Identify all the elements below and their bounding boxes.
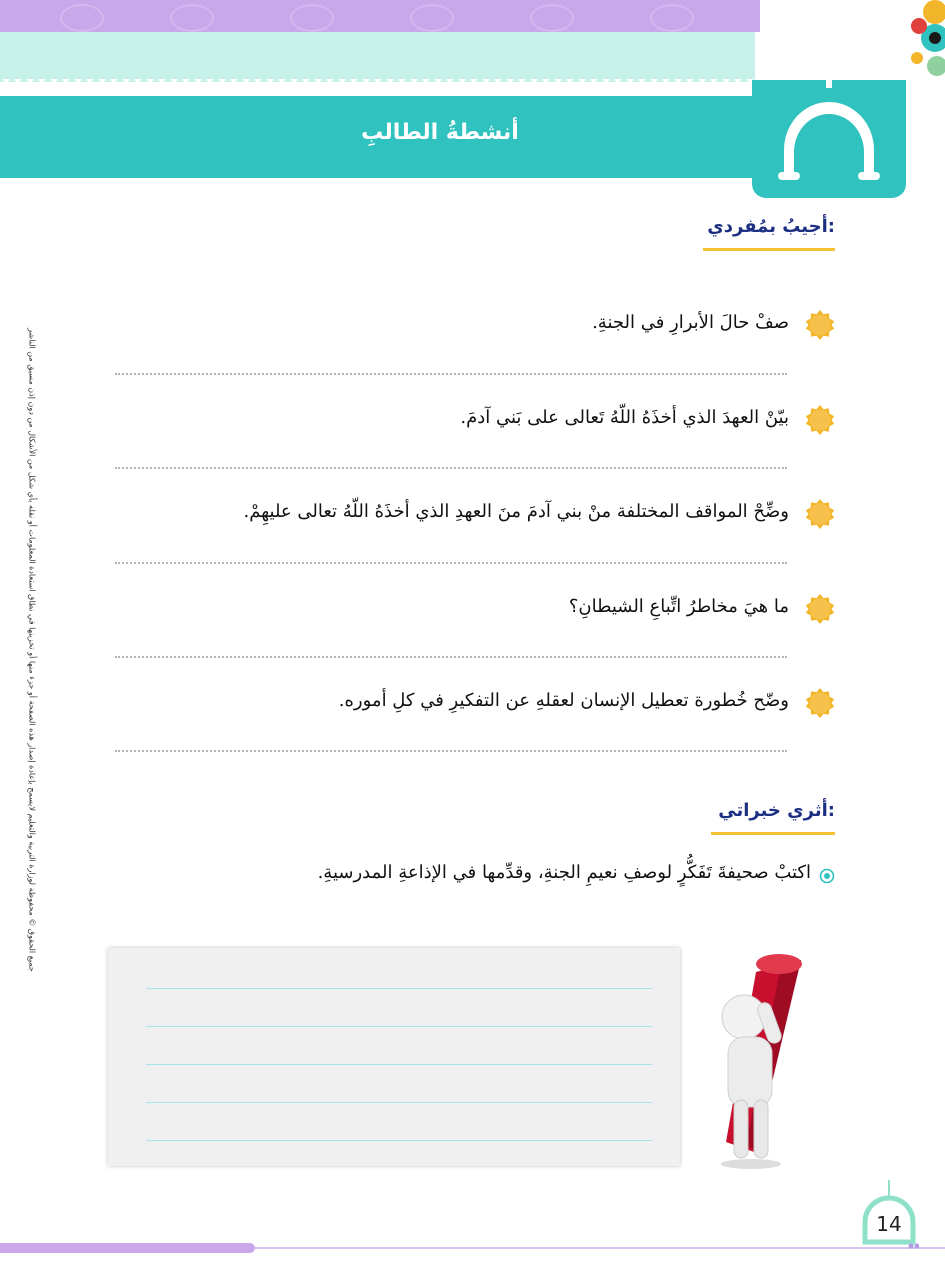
question-number: 4 [125,598,135,616]
question-number: 2 [125,409,135,427]
writing-line [146,1064,652,1065]
question-item-2 [115,403,835,443]
question-text: ما هيَ مخاطرُ اتِّباعِ الشيطانِ؟ [568,596,789,617]
heading-underline [703,248,835,251]
task-text: اكتبْ صحيفةَ تَفَكُّرٍ لوصفِ نعيمِ الجنةِ، وقدِّمها في الإذاعةِ المدرسيةِ. [317,862,811,883]
student-holding-pencil-illustration [696,942,816,1172]
writing-line [146,1102,652,1103]
writing-box[interactable] [108,948,680,1166]
writing-line [146,988,652,989]
question-text: وضّح خُطورة تعطيل الإنسان لعقلهِ عن التفكيرِ في كلِ أموره. [338,690,789,711]
lamp-arch-icon [752,80,906,198]
copyright-side-note: جميع الحقوق © محفوظة لوزارة التربية والتعليم لايسمح بإعادة إصدار هذه الصفحة أو جزء منها أو تخزينها في نطاق استعادة المعلومات أو نقله بأي شكل من الأشكال من دون إذن مسبق من الناشر [27,328,37,972]
lamp-arch-badge [752,80,906,198]
top-decorative-band [0,0,760,32]
question-number: 5 [125,692,135,710]
number-badge-icon [805,310,835,340]
answer-line[interactable] [115,373,787,375]
mint-decorative-band [0,32,755,82]
question-item-1 [115,308,835,348]
answer-line[interactable] [115,656,787,658]
page-number: 14 [876,1212,902,1236]
question-text: صفْ حالَ الأبرارِ في الجنةِ. [592,312,789,333]
answer-line[interactable] [115,467,787,469]
question-number: 1 [125,314,135,332]
number-badge-icon [805,499,835,529]
section-heading-individual: أجيبُ بمُفردي: [707,216,835,237]
question-text: بيّنْ العهدَ الذي أخذَهُ اللّهُ تَعالى على بَني آدمَ. [460,407,789,428]
answer-line[interactable] [115,562,787,564]
heading-underline [711,832,835,835]
footer-bar [0,1243,255,1253]
number-badge-icon [805,688,835,718]
writing-line [146,1140,652,1141]
question-item-3 [115,497,835,537]
question-number: 3 [125,503,135,521]
number-badge-icon [805,594,835,624]
number-badge-icon [805,405,835,435]
footer-line [255,1247,945,1249]
bullet-circle-icon [819,868,835,884]
question-item-4 [115,592,835,632]
answer-line[interactable] [115,750,787,752]
section-heading-enrich: أثري خبراتي: [718,800,835,821]
corner-ornament-icon [905,0,945,80]
writing-line [146,1026,652,1027]
question-text: وضِّحْ المواقف المختلفة منْ بني آدمَ منَ العهدِ الذي أخذَهُ اللّهُ تعالى عليهِمْ. [243,501,789,522]
page-title: أنشطةُ الطالبِ [361,120,519,145]
question-item-5 [115,686,835,726]
